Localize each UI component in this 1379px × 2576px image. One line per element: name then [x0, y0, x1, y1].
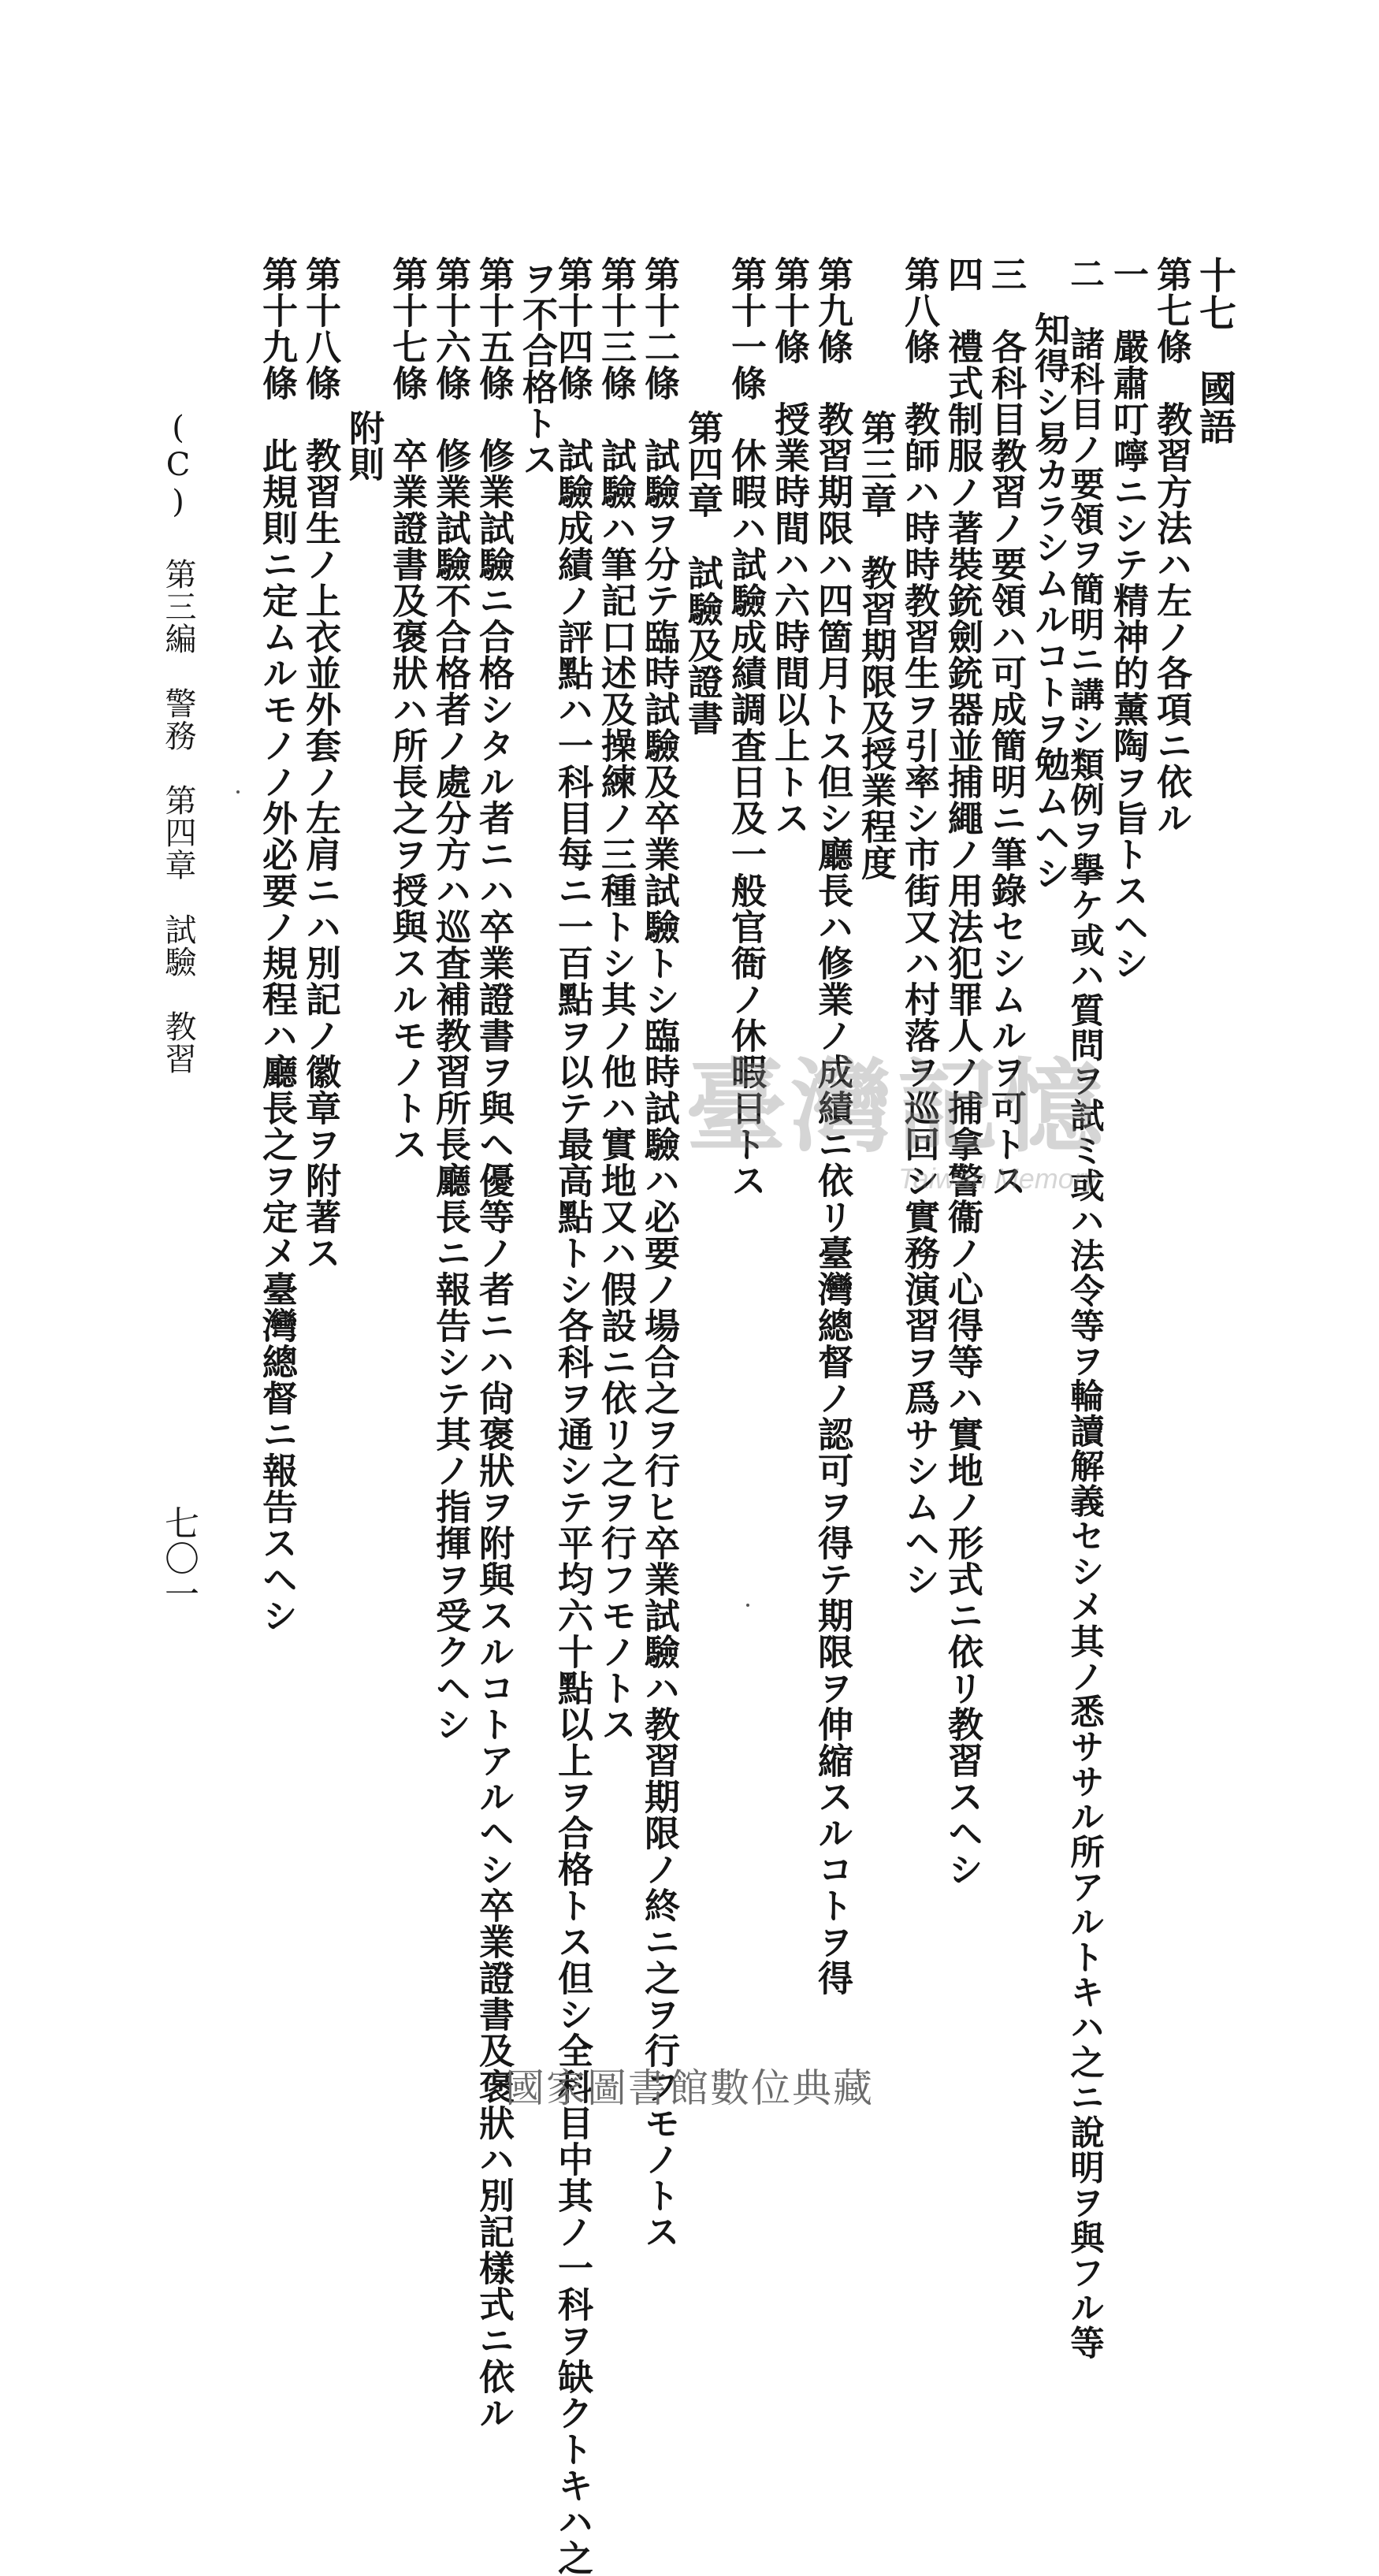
chapter-4-heading: 第四章 試驗及證書 [682, 410, 723, 736]
supplementary-provisions-heading: 附則 [343, 410, 385, 482]
chapter-3-heading: 第三章 教習期限及授業程度 [855, 410, 897, 881]
article-12: 第十二條 試驗ヲ分テ臨時試驗及卒業試驗トシ臨時試驗ハ必要ノ場合之ヲ行ヒ卒業試驗ハ教習期限ノ終ニ之ヲ行フモノトス [638, 256, 680, 2250]
article-7-item-2: 二 諸科目ノ要領ヲ簡明ニ講シ類例ヲ擧ケ或ハ質問ヲ試ミ或ハ法令等ヲ輪讀解義セシメ其ノ悉ササル所アルトキハ之ニ說明ヲ與フル等 [1065, 256, 1105, 2360]
speck [746, 1604, 749, 1607]
article-14: 第十四條 試驗成績ノ評點ハ一科目每ニ一百點ヲ以テ最高點トシ各科ヲ通シテ平均六十點以上ヲ合格トス但シ全科目中其ノ一科ヲ缺クトキハ之 [552, 256, 593, 2576]
article-9: 第九條 教習期限ハ四箇月トス但シ廳長ハ修業ノ成績ニ依リ臺灣總督ノ認可ヲ得テ期限ヲ伸縮スルコトヲ得 [812, 256, 853, 1996]
article-10: 第十條 授業時間ハ六時間以上トス [768, 256, 810, 836]
article-11: 第十一條 休暇ハ試驗成績調査日及一般官衙ノ休暇日トス [725, 256, 767, 1199]
watermark-logo-subtitle: Taiwan Memory [898, 1162, 1098, 1195]
article-7: 第七條 教習方法ハ左ノ各項ニ依ル [1150, 256, 1192, 836]
speck [236, 790, 240, 794]
article-16: 第十六條 修業試驗不合格者ノ處分方ハ巡査補教習所長廳長ニ報告シテ其ノ指揮ヲ受クヘシ [429, 256, 471, 1742]
running-footer: (C) 第三編 警務 第四章 試驗 教習 [160, 410, 196, 1075]
article-17: 第十七條 卒業證書及褒狀ハ所長之ヲ授與スルモノトス [386, 256, 428, 1162]
section-heading: 十七 國語 [1193, 256, 1236, 445]
library-caption: 國家圖書館數位典藏 [505, 2065, 874, 2111]
article-14-continuation: ヲ不合格トス [516, 260, 558, 478]
article-13: 第十三條 試驗ハ筆記口述及操練ノ三種トシ其ノ他ハ實地又ハ假設ニ依リ之ヲ行フモノトス [595, 256, 637, 1742]
page-number: 七〇一 [158, 1505, 199, 1611]
taiwan-memory-watermark [686, 1048, 1127, 1214]
article-7-item-1: 一 嚴肅叮嚀ニシテ精神的薰陶ヲ旨トスヘシ [1107, 256, 1149, 981]
article-7-item-3: 三 各科目教習ノ要領ハ可成簡明ニ筆錄セシムルヲ可トス [985, 256, 1027, 1199]
article-7-item-2-continuation: 知得シ易カラシムルコトヲ勉ムヘシ [1028, 311, 1070, 891]
article-8: 第八條 教師ハ時時教習生ヲ引率シ市街又ハ村落ヲ巡回シ實務演習ヲ爲サシムヘシ [898, 256, 940, 1597]
article-15: 第十五條 修業試驗ニ合格シタル者ニハ卒業證書ヲ與ヘ優等ノ者ニハ尙褒狀ヲ附與スルコトアルヘシ卒業證書及褒狀ハ別記樣式ニ依ル [473, 256, 515, 2431]
watermark-logo-text: 臺灣記憶 [686, 1048, 1109, 1166]
article-7-item-4: 四 禮式制服ノ著裝銃劍銃器並捕繩ノ用法犯罪人ノ捕拿警衞ノ心得等ハ實地ノ形式ニ依リ教習スヘシ [942, 256, 983, 1887]
article-18: 第十八條 教習生ノ上衣並外套ノ左肩ニハ別記ノ徽章ヲ附著ス [299, 256, 341, 1271]
article-19: 第十九條 此規則ニ定ムルモノノ外必要ノ規程ハ廳長之ヲ定メ臺灣總督ニ報告スヘシ [256, 256, 298, 1634]
